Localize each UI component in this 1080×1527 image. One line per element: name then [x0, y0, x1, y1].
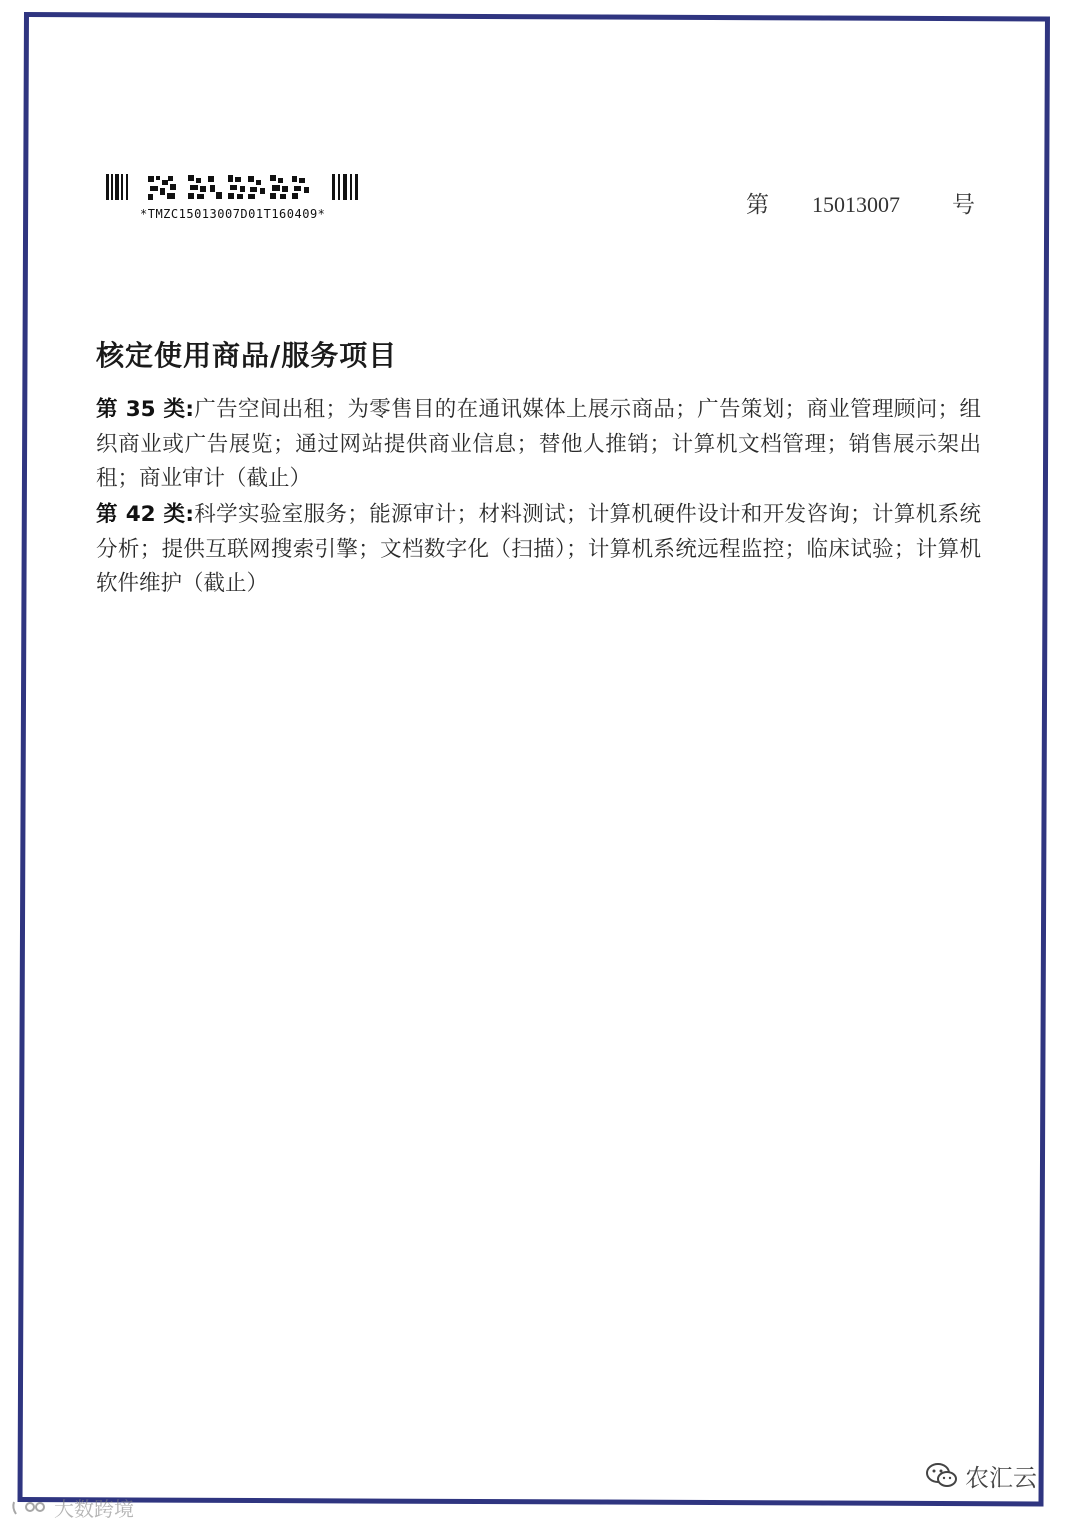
watermark-left	[10, 1493, 134, 1522]
registration-suffix: 号	[952, 192, 975, 218]
watermark-right	[925, 1458, 1037, 1493]
barcode-caption: *TMZC15013007D01T160409*	[140, 207, 326, 221]
registration-prefix: 第	[746, 192, 769, 218]
wechat-icon	[925, 1462, 959, 1490]
class-35-block	[96, 393, 981, 497]
page-title: 核定使用商品/服务项目	[96, 339, 398, 372]
class-35-items: 广告空间出租；为零售目的在通讯媒体上展示商品；广告策划；商业管理顾问；组织商业或广告展览；通过网站提供商业信息；替他人推销；计算机文档管理；销售展示架出租；商业审计（截止）	[96, 397, 981, 491]
class-42-block	[96, 498, 981, 602]
class-42-items: 科学实验室服务；能源审计；材料测试；计算机硬件设计和开发咨询；计算机系统分析；提供互联网搜索引擎；文档数字化（扫描）；计算机系统远程监控；临床试验；计算机软件维护（截止）	[96, 502, 981, 596]
class-35-label: 第 35 类:	[96, 397, 194, 422]
watermark-left-icon	[10, 1498, 50, 1518]
watermark-right-text: 农汇云	[965, 1464, 1037, 1492]
document-border-frame	[17, 12, 1049, 1506]
registration-number	[746, 186, 975, 219]
barcode-image	[104, 172, 362, 206]
watermark-left-text: 大数跨境	[54, 1497, 134, 1521]
registration-number-value: 15013007	[812, 192, 900, 217]
class-42-label: 第 42 类:	[96, 502, 194, 527]
